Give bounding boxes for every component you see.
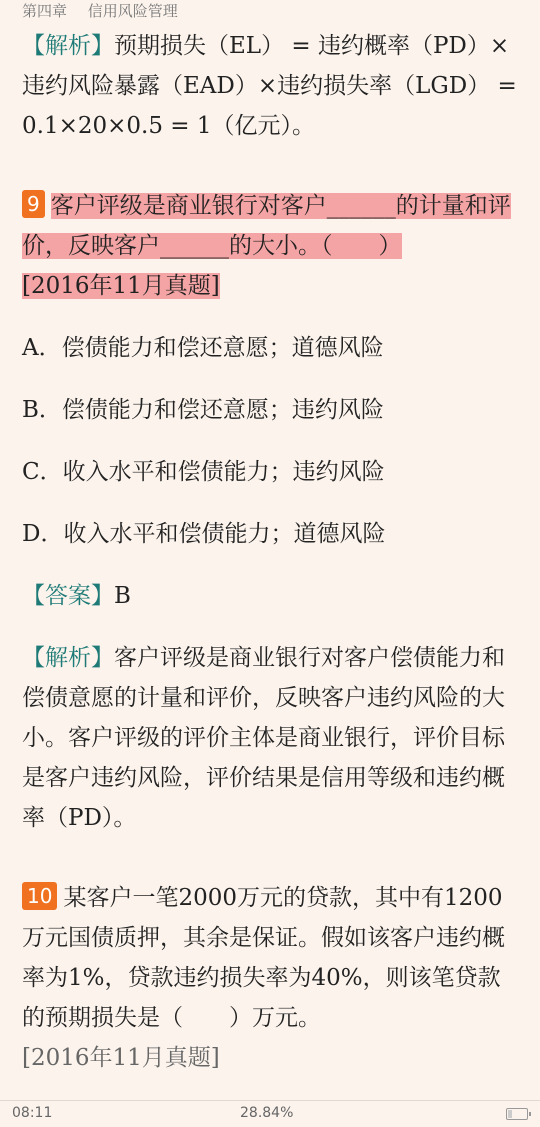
section-label: 信用风险管理	[87, 2, 178, 20]
question-source: [2016年11月真题]	[22, 1045, 220, 1071]
analysis-label: 【解析】	[22, 645, 114, 671]
question-number-badge: 10	[22, 882, 57, 910]
chapter-header	[22, 0, 194, 22]
question-10	[22, 878, 518, 1078]
answer-value: B	[114, 583, 131, 609]
reading-progress: 28.84%	[240, 1105, 294, 1121]
answer-label: 【答案】	[22, 583, 114, 609]
question-text: 某客户一笔2000万元的贷款，其中有1200万元国债质押，其余是保证。假如该客户违约概率为1%，贷款违约损失率为40%，则该笔贷款的预期损失是（ ）万元。	[22, 885, 505, 1031]
question-text: 客户评级是商业银行对客户______的计量和评价，反映客户______的大小。（ ） [2016年11月真题]	[22, 193, 511, 299]
question-9	[22, 186, 518, 306]
question-number-badge: 9	[22, 190, 45, 218]
option-c[interactable]: C．收入水平和偿债能力；违约风险	[22, 459, 385, 485]
analysis-label: 【解析】	[22, 33, 114, 59]
option-d[interactable]: D．收入水平和偿债能力；道德风险	[22, 521, 386, 547]
q9-analysis	[22, 638, 518, 838]
analysis-text: 预期损失（EL） = 违约概率（PD）×违约风险暴露（EAD）×违约损失率（LGD） = 0.1×20×0.5 = 1（亿元）。	[22, 33, 517, 139]
battery-icon	[506, 1108, 528, 1120]
clock: 08:11	[12, 1105, 53, 1121]
option-b[interactable]: B．偿债能力和偿还意愿；违约风险	[22, 397, 384, 423]
option-a[interactable]: A．偿债能力和偿还意愿；道德风险	[22, 335, 384, 361]
analysis-text: 客户评级是商业银行对客户偿债能力和偿债意愿的计量和评价，反映客户违约风险的大小。客户评级的评价主体是商业银行，评价目标是客户违约风险，评价结果是信用等级和违约概率（PD）。	[22, 645, 505, 831]
status-footer	[0, 1100, 540, 1127]
question-source: [2016年11月真题]	[22, 273, 220, 299]
reader-content	[22, 26, 518, 1078]
answer	[22, 576, 518, 616]
prev-analysis	[22, 26, 518, 146]
chapter-label: 第四章	[22, 2, 68, 20]
